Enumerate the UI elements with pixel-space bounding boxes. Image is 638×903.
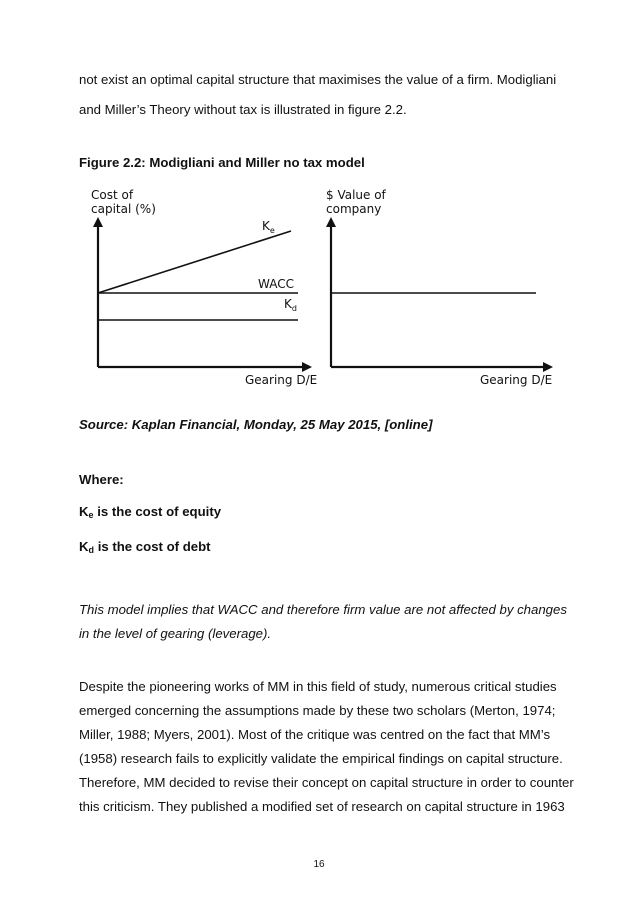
left-ylabel-line-2: capital (%) xyxy=(91,202,156,216)
wacc-label: WACC xyxy=(258,277,294,291)
left-ylabel-line-1: Cost of xyxy=(91,188,134,202)
implication-line-2: in the level of gearing (leverage). xyxy=(79,626,272,641)
body-line-5: Therefore, MM decided to revise their concept on capital structure in order to counter xyxy=(79,775,574,790)
ke-label: $K_e$ xyxy=(262,219,275,235)
figure-caption: Figure 2.2: Modigliani and Miller no tax model xyxy=(79,155,365,170)
body-line-3: Miller, 1988; Myers, 2001). Most of the critique was centred on the fact that MM’s xyxy=(79,727,551,742)
ke-definition: $K_e$ is the cost of equity xyxy=(79,504,222,520)
where-label: Where: xyxy=(79,472,124,487)
right-ylabel-line-1: $ Value of xyxy=(326,188,386,202)
page-number: 16 xyxy=(313,859,325,870)
body-line-1: Despite the pioneering works of MM in this field of study, numerous critical studies xyxy=(79,679,557,694)
body-line-2: emerged concerning the assumptions made by these two scholars (Merton, 1974; xyxy=(79,703,556,718)
body-line-6: this criticism. They published a modified set of research on capital structure in 1963 xyxy=(79,799,565,814)
implication-line-1: This model implies that WACC and therefore firm value are not affected by changes xyxy=(79,602,567,617)
kd-label: $K_d$ xyxy=(284,297,297,313)
body-line-4: (1958) research fails to explicitly validate the empirical findings on capital structure. xyxy=(79,751,563,766)
left-xlabel: Gearing D/E xyxy=(245,373,318,387)
intro-line-2: and Miller’s Theory without tax is illustrated in figure 2.2. xyxy=(79,102,407,117)
right-ylabel-line-2: company xyxy=(326,202,382,216)
kd-definition: $K_d$ is the cost of debt xyxy=(79,539,211,555)
intro-line-1: not exist an optimal capital structure that maximises the value of a firm. Modigliani xyxy=(79,72,557,87)
right-xlabel: Gearing D/E xyxy=(480,373,553,387)
figure-source: Source: Kaplan Financial, Monday, 25 May 2015, [online] xyxy=(79,417,433,432)
